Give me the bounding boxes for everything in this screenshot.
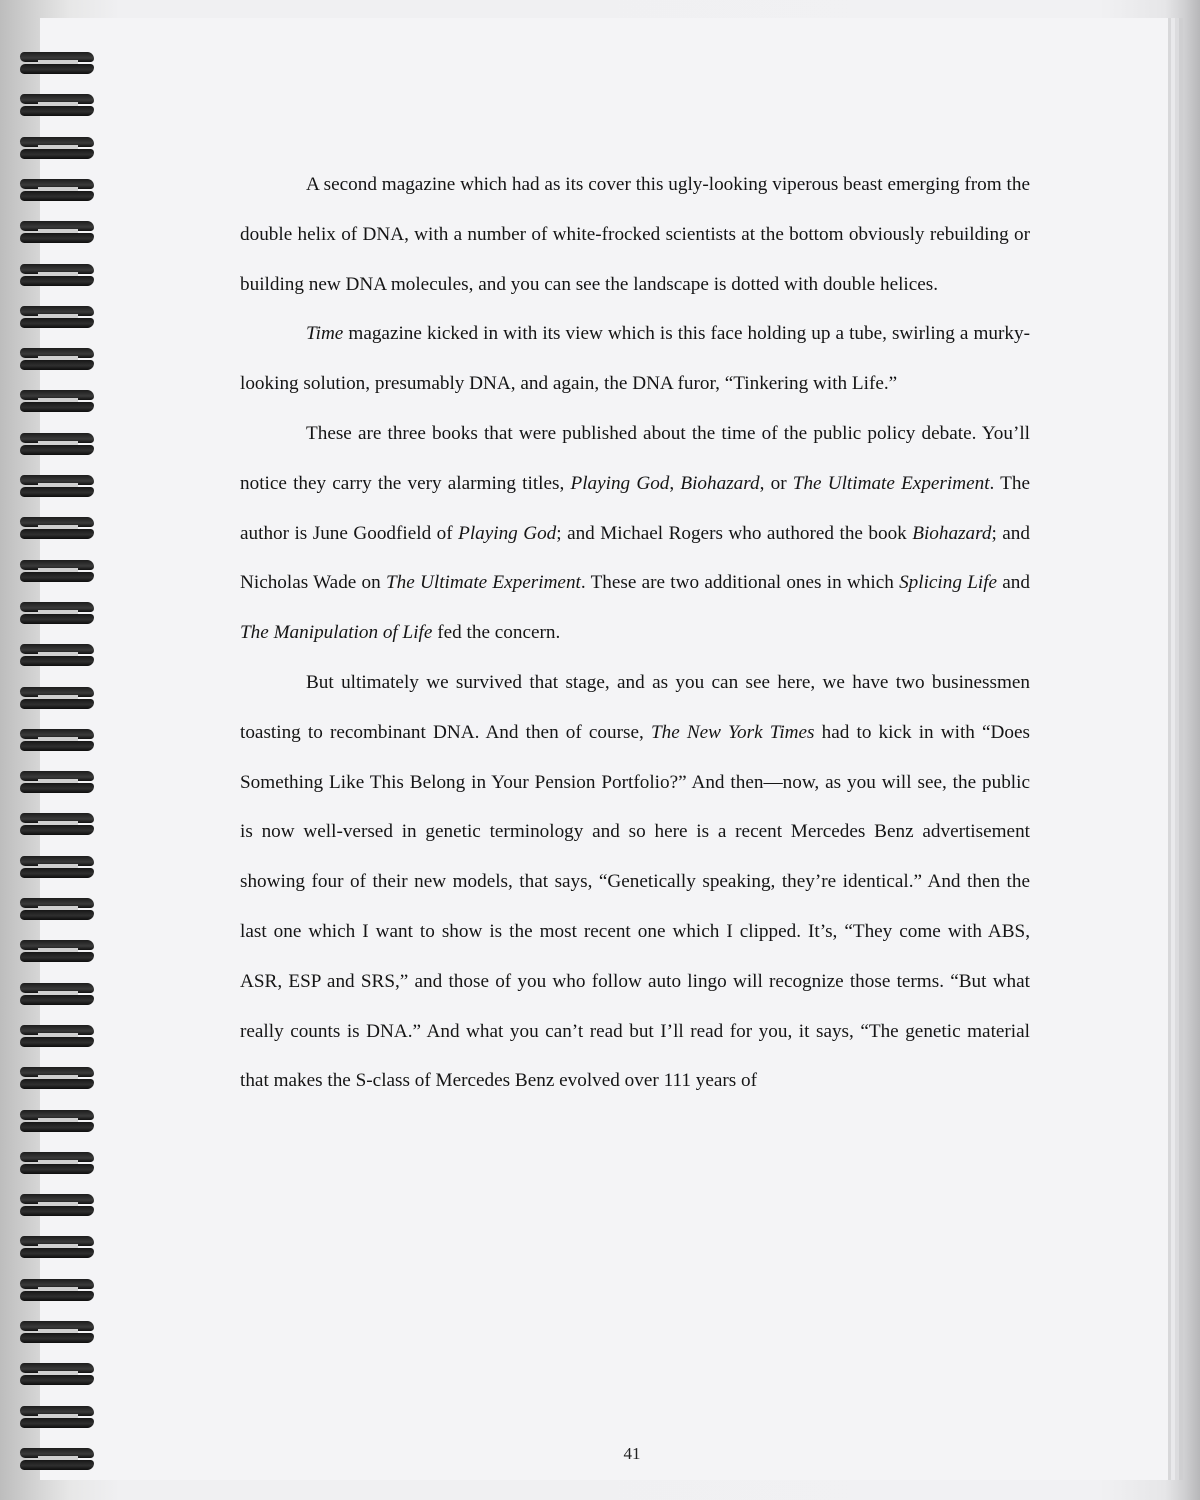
italic-title: The Manipulation of Life — [240, 622, 433, 644]
text-run: . These are two additional ones in which — [580, 572, 900, 594]
binding-coil — [20, 1067, 96, 1089]
binding-coil — [20, 517, 96, 539]
binding-coil — [20, 1110, 96, 1132]
binding-coil — [20, 475, 96, 497]
binding-coil — [20, 602, 96, 624]
paragraph-4 — [240, 658, 1030, 1106]
binding-coil — [20, 1279, 96, 1301]
text-run: ; and Nicholas Wade on — [240, 522, 1030, 594]
binding-coil — [20, 433, 96, 455]
binding-coil — [20, 1321, 96, 1343]
binding-coil — [20, 390, 96, 412]
text-run: But ultimately we survived that stage, and as you can see here, we have two businessmen toasting to recombinant DNA. And then of course, — [240, 671, 1030, 743]
text-run: ; and Michael Rogers who authored the book — [556, 522, 913, 544]
binding-coil — [20, 348, 96, 370]
body-text — [240, 160, 1030, 1106]
italic-title: Biohazard — [912, 522, 992, 544]
binding-coil — [20, 1363, 96, 1385]
italic-title: Biohazard — [680, 472, 760, 494]
binding-coil — [20, 560, 96, 582]
binding-coil — [20, 940, 96, 962]
italic-title: The Ultimate Experiment — [792, 472, 990, 494]
binding-coil — [20, 264, 96, 286]
binding-coil — [20, 221, 96, 243]
paragraph-2 — [240, 309, 1030, 409]
spiral-binding — [0, 0, 110, 1500]
text-run: , or — [759, 472, 793, 494]
binding-coil — [20, 1236, 96, 1258]
text-run: had to kick in with “Does Something Like This Belong in Your Pension Portfolio?” And then—now, as you will see, the public is now well-versed in genetic terminology and so here is a recent Mercedes Benz advertisement showing four of their new models, that says, “Genetically speaking, they’re identical.” And then the last one which I want to show is the most recent one which I clipped. It’s, “They come with ABS, ASR, ESP and SRS,” and those of you who follow auto lingo will recognize those terms. “But what really counts is DNA.” And what you can’t read but I’ll read for you, it says, “The genetic material that makes the S-class of Mercedes Benz evolved over 111 years of — [240, 721, 1030, 1092]
text-run: and — [997, 572, 1030, 594]
italic-title: Time — [306, 323, 344, 345]
text-run: These are three books that were published about the time of the public policy debate. You’ll notice they carry the very alarming titles, — [240, 422, 1030, 494]
binding-coil — [20, 137, 96, 159]
binding-coil — [20, 306, 96, 328]
binding-coil — [20, 94, 96, 116]
binding-coil — [20, 1152, 96, 1174]
text-run: fed the concern. — [432, 622, 561, 644]
italic-title: Splicing Life — [899, 572, 998, 594]
text-run: A second magazine which had as its cover this ugly-looking viperous beast emerging from the double helix of DNA, with a number of white-frocked scientists at the bottom obviously rebuilding or building new DNA molecules, and you can see the landscape is dotted with double helices. — [240, 174, 1030, 295]
binding-coil — [20, 1194, 96, 1216]
binding-coil — [20, 898, 96, 920]
paragraph-3 — [240, 409, 1030, 658]
text-run: , — [669, 472, 681, 494]
italic-title: The New York Times — [650, 721, 815, 743]
binding-coil — [20, 856, 96, 878]
text-run: . The author is June Goodfield of — [240, 472, 1030, 544]
text-run: magazine kicked in with its view which is this face holding up a tube, swirling a murky-looking solution, presumably DNA, and again, the DNA furor, “Tinkering with Life.” — [240, 323, 1030, 395]
italic-title: The Ultimate Experiment — [386, 572, 581, 594]
binding-coil — [20, 1406, 96, 1428]
binding-coil — [20, 813, 96, 835]
binding-coil — [20, 771, 96, 793]
binding-coil — [20, 983, 96, 1005]
page-number: 41 — [623, 1444, 641, 1463]
binding-coil — [20, 52, 96, 74]
binding-coil — [20, 687, 96, 709]
italic-title: Playing God — [458, 522, 557, 544]
binding-coil — [20, 1025, 96, 1047]
binding-coil — [20, 729, 96, 751]
binding-coil — [20, 179, 96, 201]
binding-coil — [20, 644, 96, 666]
paragraph-1 — [240, 160, 1030, 309]
italic-title: Playing God — [570, 472, 670, 494]
